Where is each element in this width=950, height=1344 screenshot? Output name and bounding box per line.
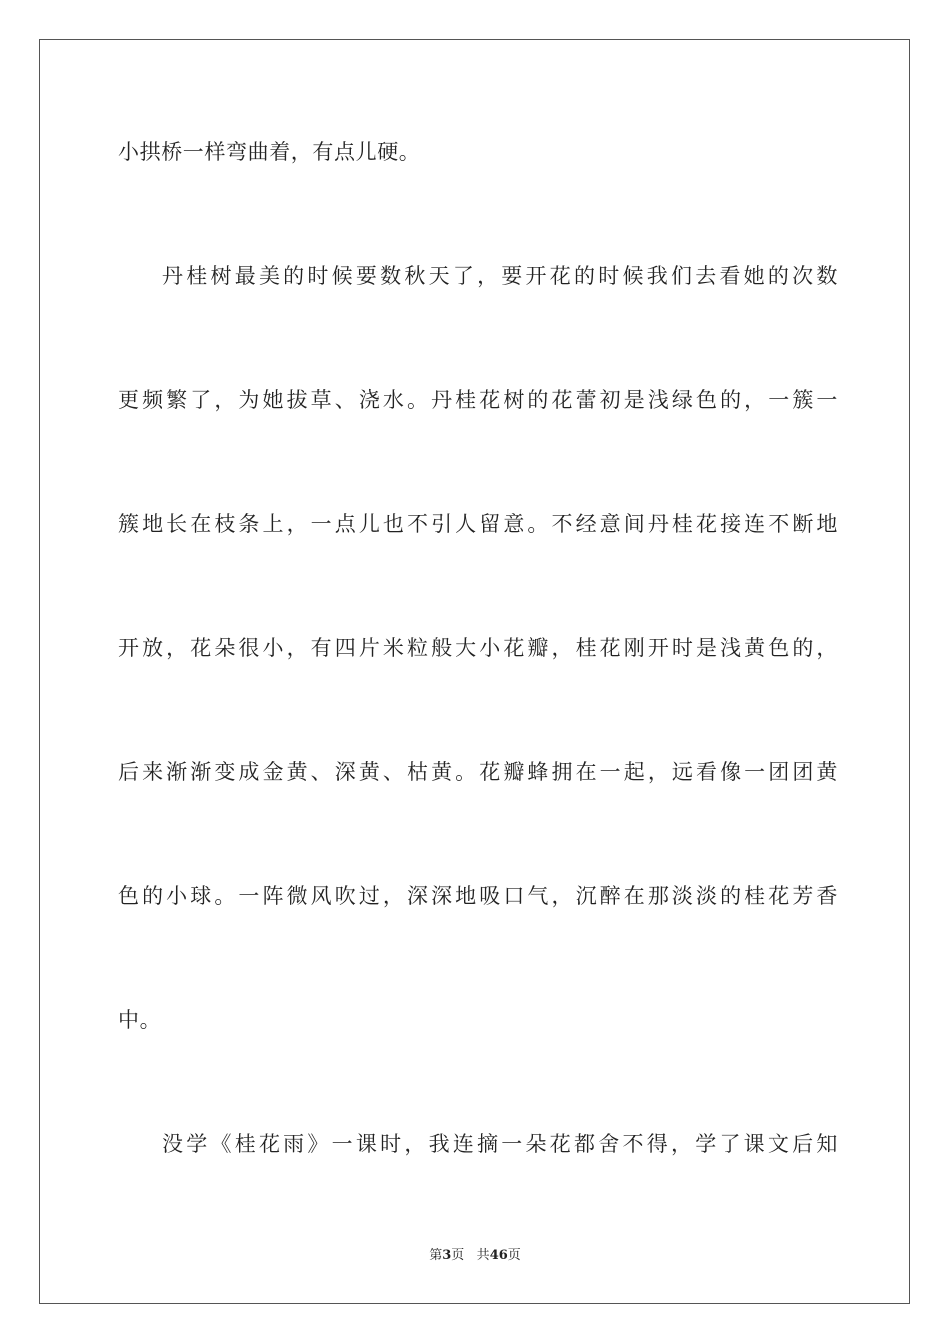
text-line-7: 色的小球。一阵微风吹过，深深地吸口气，沉醉在那淡淡的桂花芳香 [118, 884, 838, 908]
total-suffix: 页 [507, 1248, 521, 1263]
page-prefix: 第 [429, 1248, 443, 1263]
page-border [39, 39, 910, 1304]
text-line-2: 丹桂树最美的时候要数秋天了，要开花的时候我们去看她的次数 [162, 264, 838, 288]
total-prefix: 共 [476, 1248, 490, 1263]
text-line-9: 没学《桂花雨》一课时，我连摘一朵花都舍不得，学了课文后知 [162, 1132, 838, 1156]
page-suffix: 页 [451, 1248, 465, 1263]
text-line-4: 簇地长在枝条上，一点儿也不引人留意。不经意间丹桂花接连不断地 [118, 512, 838, 536]
page-footer [0, 1247, 950, 1265]
text-line-3: 更频繁了，为她拔草、浇水。丹桂花树的花蕾初是浅绿色的，一簇一 [118, 388, 838, 412]
total-pages: 46 [489, 1248, 508, 1263]
text-line-1: 小拱桥一样弯曲着，有点儿硬。 [118, 140, 421, 164]
text-line-8: 中。 [118, 1008, 162, 1032]
page-number: 3 [442, 1248, 452, 1263]
text-line-6: 后来渐渐变成金黄、深黄、枯黄。花瓣蜂拥在一起，远看像一团团黄 [118, 760, 838, 784]
text-line-5: 开放，花朵很小，有四片米粒般大小花瓣，桂花刚开时是浅黄色的， [118, 636, 838, 660]
